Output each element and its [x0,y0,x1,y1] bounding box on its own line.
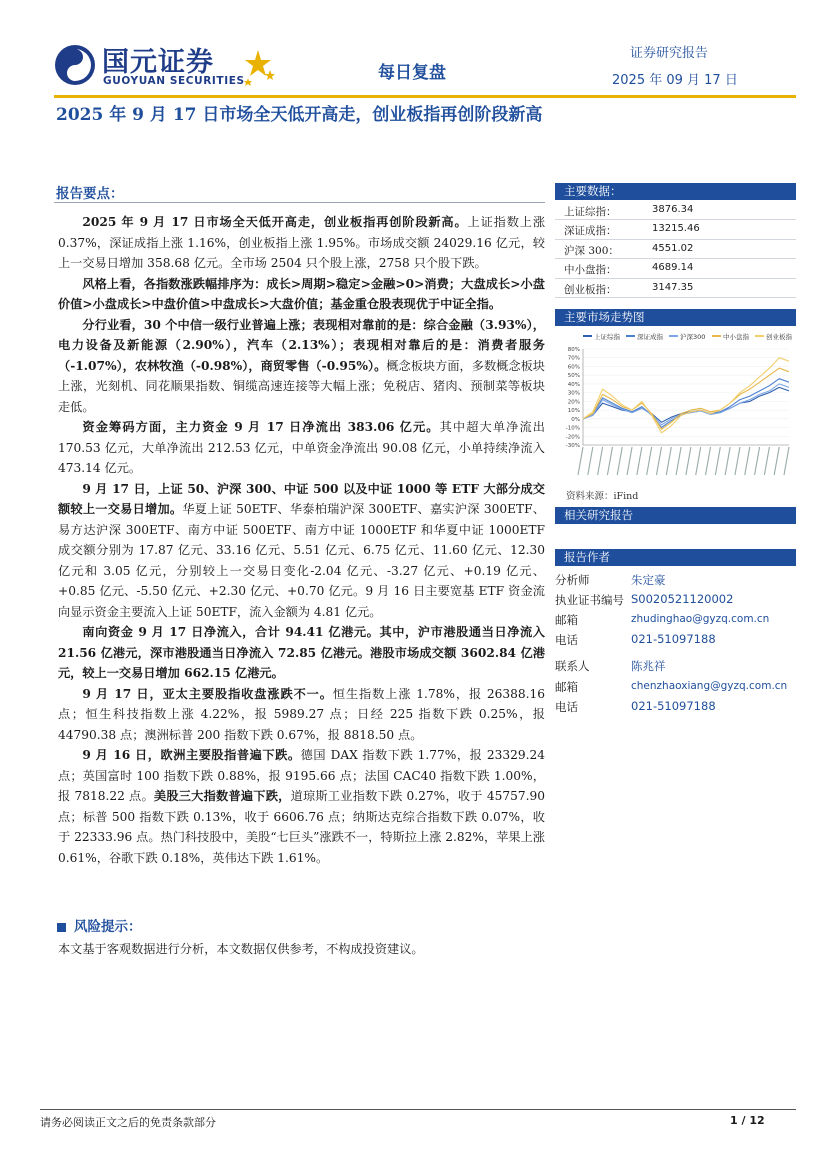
key-data-row [555,220,796,239]
key-data-row [555,201,796,220]
risk-title [57,915,142,935]
x-tick-label [706,447,711,475]
index-value: 3147.35 [652,281,694,293]
y-tick-label: 40% [567,381,580,388]
analyst-name: 朱定豪 [631,573,666,587]
y-tick-label: 60% [567,364,580,371]
report-date: 2025 年 09 月 17 日 [612,73,738,88]
index-value: 13215.46 [652,223,700,235]
x-tick-label [647,447,652,475]
series-line [583,368,789,429]
phone-label: 电话 [555,633,578,647]
x-tick-label [715,447,720,475]
analyst-email-link[interactable]: zhudinghao@gyzq.com.cn [631,613,770,625]
paragraph [58,417,545,479]
report-headline: 2025 年 9 月 17 日市场全天低开高走，创业板指再创阶段新高 [56,105,543,125]
contact-phone: 021-51097188 [631,699,716,713]
paragraph [58,684,545,746]
paragraph-lead: 分行业看，30 个中信一级行业普遍上涨；表现相对靠前的是：综合金融（3.93%），电力设备及新能源（2.90%），汽车（2.13%）；表现相对靠后的是：消费者服务（-1.07%），农林牧渔（-0.98%），商贸零售（-0.95%）。 [58,317,545,373]
analyst-phone: 021-51097188 [631,632,716,646]
legend-label: 创业板指 [766,333,792,341]
market-trend-chart [557,327,796,487]
y-tick-label: 70% [567,355,580,362]
x-tick-label [764,447,769,475]
page-number: 1 / 12 [730,1114,765,1127]
x-tick-label [598,447,603,475]
paragraph-lead: 资金筹码方面，主力资金 9 月 17 日净流出 383.06 亿元。 [82,420,440,434]
y-tick-label: -10% [565,425,580,432]
contact-label: 联系人 [555,659,590,673]
paragraph-lead: 美股三大指数普遍下跌， [153,789,291,803]
y-tick-label: 0% [571,416,580,423]
y-tick-label: -20% [565,434,580,441]
contact-phone-label: 电话 [555,700,578,714]
footer-divider [40,1109,796,1110]
paragraph [58,745,545,868]
paragraph [58,315,545,418]
paragraph [58,212,545,274]
paragraph-text: 德国 DAX 指数下跌 1.77%，报 23329.24 点；英国富时 100 指数下跌 0.88%，报 9195.66 点；法国 CAC40 指数下跌 1.00%，报 7818.22 点。 [58,748,546,803]
paragraph-lead: 风格上看，各指数涨跌幅排序为：成长>周期>稳定>金融>0>消费；大盘成长>小盘价值>小盘成长>中盘价值>中盘成长>大盘价值；基金重仓股表现优于中证全指。 [58,276,545,311]
key-data-row [555,279,796,298]
company-logo-icon [54,44,96,86]
paragraph-lead: 南向资金 9 月 17 日净流入，合计 94.41 亿港元。其中，沪市港股通当日净流入 21.56 亿港元，深市港股通当日净流入 72.85 亿港元。港股市场成交额 3602.84 亿港元，较上一交易日增加 662.15 亿港元。 [58,625,545,680]
chart-source: 资料来源：iFind [566,491,639,502]
key-data-row [555,259,796,278]
market-chart-header: 主要市场走势图 [555,309,796,326]
contact-email-label: 邮箱 [555,680,578,694]
related-reports-header: 相关研究报告 [555,507,796,524]
header-divider [54,95,796,98]
y-tick-label: 30% [567,390,580,397]
paragraph-text: 上证指数上涨 0.37%，深证成指上涨 1.16%，创业板指上涨 1.95%。市场成交额 24029.16 亿元，较上一交易日增加 358.68 亿元。全市场 2504 只个股上涨，2758 只个股下跌。 [58,215,546,270]
y-tick-label: 20% [567,399,580,406]
x-tick-label [676,447,681,475]
y-tick-label: 10% [567,408,580,415]
x-tick-label [617,447,622,475]
y-tick-label: -30% [565,443,580,449]
y-tick-label: 80% [567,347,580,353]
x-tick-label [627,447,632,475]
paragraph-text: 其中超大单净流出 170.53 亿元，大单净流出 212.53 亿元，中单资金净流出 90.08 亿元，小单持续净流入 473.14 亿元。 [58,420,545,475]
legend-label: 上证综指 [594,333,620,341]
paragraph-lead: 9 月 17 日，亚太主要股指收盘涨跌不一。 [82,686,333,701]
paragraph-text: 概念板块方面，多数概念板块上涨，光刻机、同花顺果指数、铜缆高速连接等大幅上涨；免税店、猪肉、预制菜等板块走低。 [58,358,545,414]
section-divider [54,202,545,203]
paragraph-lead: 2025 年 9 月 17 日市场全天低开高走，创业板指再创阶段新高。 [82,215,468,229]
legend-label: 沪深300 [680,333,706,341]
contact-name: 陈兆祥 [631,659,666,673]
report-series-label: 证券研究报告 [630,46,709,61]
x-tick-label [588,447,593,475]
paragraph-text: 华夏上证 50ETF、华泰柏瑞沪深 300ETF、嘉实沪深 300ETF、易方达沪深 300ETF、南方中证 500ETF、南方中证 1000ETF 和华夏中证 1000ETF 成交额分别为 17.87 亿元、33.16 亿元、5.51 亿元、6.75 亿元、11.60 亿元、12.30 亿元和 3.05 亿元，分别较上一交易日变化-2.04 亿元、-3.27 亿元、+0.19 亿元、+0.85 亿元、-5.50 亿元、+2.30 亿元、+0.70 亿元。9 月 16 日主要宽基 ETF 资金流向显示资金主要流入上证 50ETF，流入金额为 4.81 亿元。 [58,502,545,619]
x-tick-label [686,447,691,475]
author-header: 报告作者 [555,549,796,566]
footer-disclaimer: 请务必阅读正文之后的免责条款部分 [40,1116,216,1129]
x-tick-label [607,447,612,475]
analyst-label: 分析师 [555,573,590,587]
paragraph [58,622,545,684]
paragraph-lead: 9 月 17 日，上证 50、沪深 300、中证 500 以及中证 1000 等 ETF 大部分成交额较上一交易日增加。 [58,481,545,516]
license-number: S0020521120002 [631,592,734,606]
bullet-icon [57,923,66,932]
paragraph-lead: 9 月 16 日，欧洲主要股指普遍下跌。 [82,748,301,762]
index-name: 深证成指： [564,225,617,238]
company-name-en: GUOYUAN SECURITIES [103,75,245,87]
x-tick-label [745,447,750,475]
legend-label: 中小盘指 [723,333,749,341]
report-body [58,212,545,868]
key-points-title: 报告要点： [56,186,124,202]
paragraph [58,274,545,315]
paragraph [58,479,545,623]
key-data-row [555,240,796,259]
x-tick-label [725,447,730,475]
x-tick-label [755,447,760,475]
logo-star-decoration-icon [238,48,278,88]
x-tick-label [578,447,583,475]
email-label: 邮箱 [555,613,578,627]
key-data-table [555,201,796,298]
risk-title-text: 风险提示： [74,919,142,935]
key-data-header: 主要数据： [555,183,796,200]
risk-text: 本文基于客观数据进行分析，本文数据仅供参考，不构成投资建议。 [58,942,424,956]
index-value: 4689.14 [652,262,694,274]
x-tick-label [637,447,642,475]
paragraph-text: 道琼斯工业指数下跌 0.27%，收于 45757.90 点；标普 500 指数下跌 0.13%，收于 6606.76 点；纳斯达克综合指数下跌 0.07%，收于 22333.96 点。热门科技股中，美股“七巨头”涨跌不一，特斯拉上涨 2.82%，苹果上涨 0.61%，谷歌下跌 0.18%，英伟达下跌 1.61%。 [58,789,545,865]
series-line [583,379,789,428]
license-label: 执业证书编号 [555,593,624,607]
x-tick-label [656,447,661,475]
index-name: 上证综指： [564,206,617,218]
x-tick-label [666,447,671,475]
paragraph-text: 恒生指数上涨 1.78%，报 26388.16 点；恒生科技指数上涨 4.22%，报 5989.27 点；日经 225 指数下跌 0.25%，报 44790.38 点；澳洲标普 200 指数下跌 0.67%，报 8818.50 点。 [58,686,545,742]
x-tick-label [784,447,789,475]
x-tick-label [774,447,779,475]
legend-label: 深证成指 [637,333,663,341]
report-type-label: 每日复盘 [378,63,446,83]
contact-email-link[interactable]: chenzhaoxiang@gyzq.com.cn [631,680,788,692]
x-tick-label [696,447,701,475]
index-value: 4551.02 [652,242,694,254]
index-name: 中小盘指： [564,264,617,277]
x-tick-label [735,447,740,475]
company-name-cn: 国元证券 [102,47,214,78]
index-name: 创业板指： [564,283,617,296]
y-tick-label: 50% [567,373,580,380]
index-value: 3876.34 [652,204,694,215]
index-name: 沪深 300： [564,244,619,257]
